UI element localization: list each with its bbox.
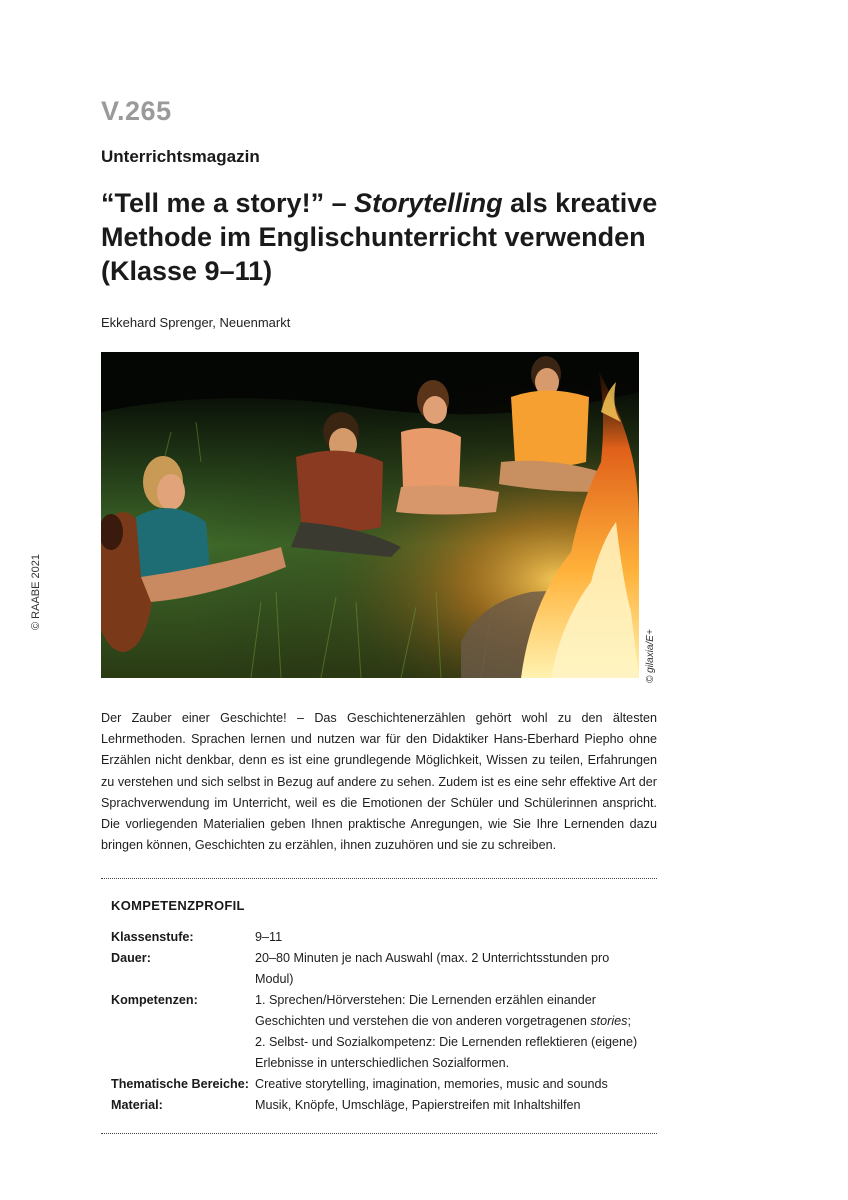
photo-credit: © gilaxia/E+ [645,629,656,683]
campfire-photo-illustration [101,352,639,678]
kompetenzen-part1: 1. Sprechen/Hörverstehen: Die Lernenden erzählen einander Geschichten und verstehen die von anderen vorgetragenen [255,993,596,1028]
kompetenzen-line2: 2. Selbst- und Sozialkompetenz: Die Lernenden reflektieren (eigene) Erlebnisse in unterschiedlichen Sozialformen. [255,1035,638,1070]
value-dauer: 20–80 Minuten je nach Auswahl (max. 2 Unterrichtsstunden pro Modul) [255,951,610,986]
value-material: Musik, Knöpfe, Umschläge, Papierstreifen mit Inhaltshilfen [255,1098,581,1112]
label-kompetenzen: Kompetenzen: [111,993,198,1007]
kompetenzprofil-heading: KOMPETENZPROFIL [111,898,245,913]
intro-paragraph: Der Zauber einer Geschichte! – Das Geschichtenerzählen gehört wohl zu den ältesten Lehrmethoden. Sprachen lernen und nutzen war für den Didaktiker Hans-Eberhard Piepho ohne Erzählen nicht denkbar, denn es ist eine grundlegende Möglichkeit, Wissen zu teilen, Erfahrungen zu verstehen und sich selbst in Bezug auf andere zu sehen. Zudem ist es eine sehr effektive Art der Sprachverwendung im Unterricht, weil es die Emotionen der Schüler und Schülerinnen anspricht. Die vorliegenden Materialien geben Ihnen praktische Anregungen, wie Sie Ihre Lernenden dazu bringen können, Geschichten zu erzählen, ihnen zuzuhören und sie zu schreiben. [101,711,657,853]
kompetenzen-part2: ; [627,1014,631,1028]
kompetenzen-italic: stories [590,1014,628,1028]
title-italic: Storytelling [354,188,503,218]
article-title [101,186,661,288]
value-klassenstufe: 9–11 [255,930,283,944]
value-kompetenzen [255,990,645,1074]
label-dauer: Dauer: [111,951,151,965]
campfire-photo [101,352,639,678]
title-part2: als kreative Methode im Englischunterricht verwenden (Klasse 9–11) [101,188,658,286]
divider-bottom [101,1133,657,1134]
article-code: V.265 [101,96,172,126]
label-klassenstufe: Klassenstufe: [111,930,194,944]
label-thematische-bereiche: Thematische Bereiche: [111,1077,249,1091]
magazine-kicker: Unterrichtsmagazin [101,147,260,166]
label-material: Material: [111,1098,163,1112]
value-thematische-bereiche: Creative storytelling, imagination, memories, music and sounds [255,1077,608,1091]
copyright-notice: © RAABE 2021 [30,554,42,630]
author-line: Ekkehard Sprenger, Neuenmarkt [101,315,291,330]
title-part1: “Tell me a story!” – [101,188,355,218]
divider-top [101,878,657,879]
